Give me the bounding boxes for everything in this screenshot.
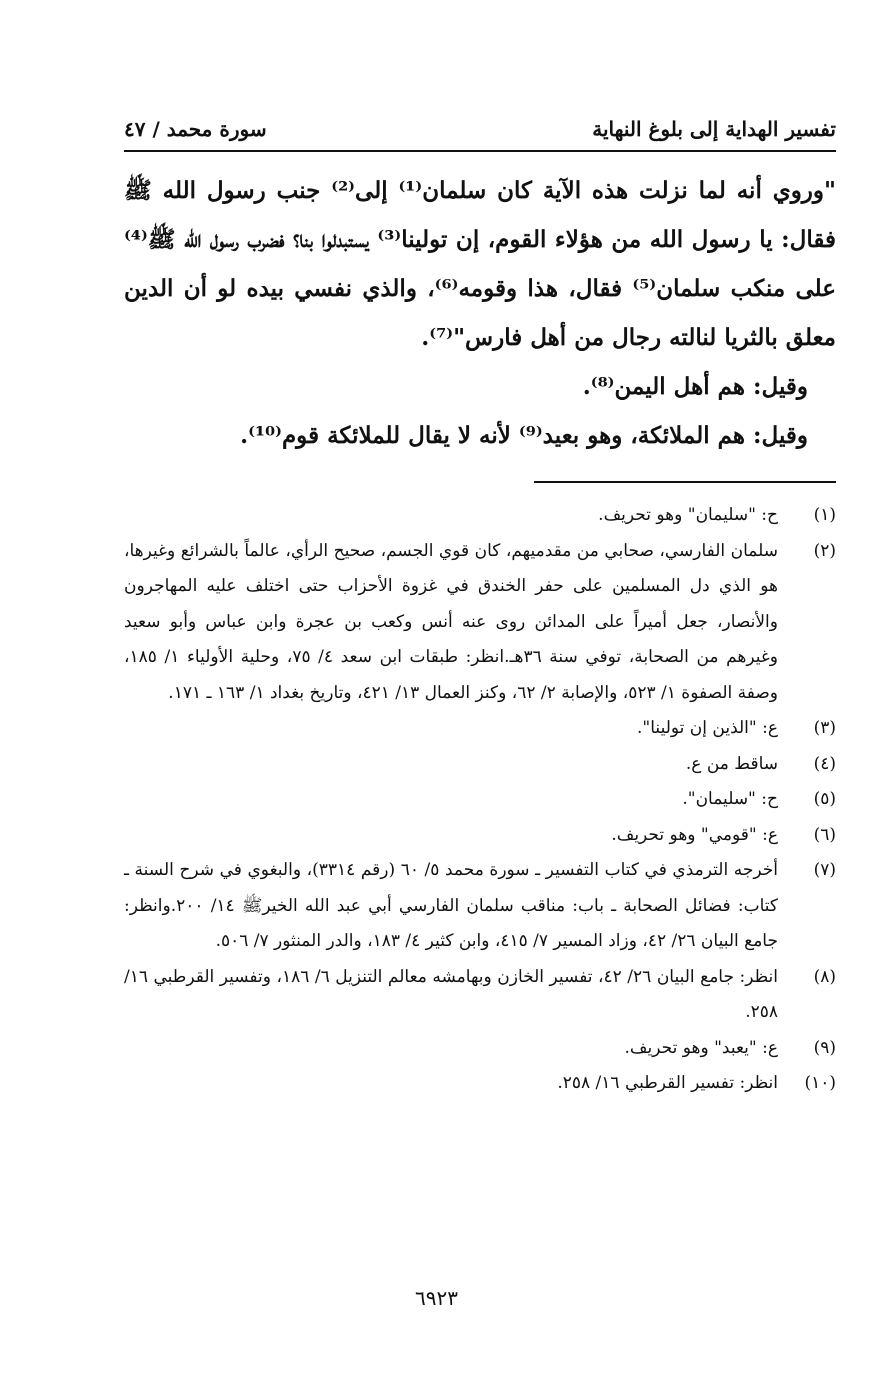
paragraph-angels: وقيل: هم الملائكة، وهو بعيد⁽⁹⁾ لأنه لا يقال للملائكة قوم⁽¹⁰⁾. <box>240 422 808 449</box>
header-rule <box>124 150 836 152</box>
footnote-number: (١٠) <box>804 1073 836 1093</box>
footnote-text: ح: "سليمان" وهو تحريف. <box>598 505 778 525</box>
footnote-number: (٢) <box>813 540 836 561</box>
footnote-number: (٥) <box>813 789 836 809</box>
footnote-number: (٩) <box>813 1037 836 1058</box>
footnote-text: انظر: تفسير القرطبي ١٦/ ٢٥٨. <box>557 1073 778 1093</box>
footnote-1 <box>124 498 836 534</box>
footnote-4 <box>124 747 836 783</box>
running-header <box>124 112 836 146</box>
paragraph-yemen: وقيل: هم أهل اليمن⁽⁸⁾. <box>582 373 808 400</box>
footnote-number: (٨) <box>813 966 836 987</box>
footnote-5 <box>124 782 836 818</box>
footnote-7 <box>124 853 836 960</box>
footnote-number: (٤) <box>813 753 836 774</box>
footnote-text: أخرجه الترمذي في كتاب التفسير ـ سورة محمد ٥/ ٦٠ (رقم ٣٣١٤)، والبغوي في شرح السنة ـ كتاب: فضائل الصحابة ـ باب: مناقب سلمان الفارسي أبي عبد الله الخيرﷺ ١٤/ ٢٠٠.وانظر: جامع البيان ٢٦/ ٤٢، وزاد المسير ٧/ ٤١٥، وابن كثير ٤/ ١٨٣، والدر المنثور ٧/ ٥٠٦. <box>124 860 778 951</box>
footnote-number: (١) <box>813 505 836 525</box>
page-number: ٦٩٢٣ <box>415 1286 458 1310</box>
footnote-text: ح: "سليمان". <box>682 789 778 809</box>
footnote-2 <box>124 534 836 712</box>
footnote-text: ع: "يعبد" وهو تحريف. <box>624 1037 778 1058</box>
header-book-title: تفسير الهداية إلى بلوغ النهاية <box>592 117 836 141</box>
footnote-text: سلمان الفارسي، صحابي من مقدميهم، كان قوي الجسم، صحيح الرأي، عالماً بالشرائع وغيرها، هو الذي دل المسلمين على حفر الخندق في غزوة الأحزاب حتى اختلف عليه المهاجرون والأنصار، جعل أميراً على المدائن روى عنه أنس وكعب بن عجرة وابن عباس وأبو سعيد وغيرهم من الصحابة، توفي سنة ٣٦هـ.انظر: طبقات ابن سعد ٤/ ٧٥، وحلية الأولياء ١/ ١٨٥، وصفة الصفوة ١/ ٥٢٣، والإصابة ٢/ ٦٢، وكنز العمال ١٣/ ٤٢١، وتاريخ بغداد ١/ ١٦٣ ـ ١٧١. <box>124 540 778 703</box>
paragraph-hadith: "وروي أنه لما نزلت هذه الآية كان سلمان⁽¹⁾ إلى⁽²⁾ جنب رسول الله ﷺ فقال: يا رسول الله من هؤلاء القوم، إن تولينا⁽³⁾ يستبدلوا بنا؟ فضرب رسول الله ﷺ⁽⁴⁾ على منكب سلمان⁽⁵⁾ فقال، هذا وقومه⁽⁶⁾، والذي نفسي بيده لو أن الدين معلق بالثريا لنالته رجال من أهل فارس"⁽⁷⁾. <box>124 177 837 351</box>
footnote-text: ع: "الذين إن تولينا". <box>637 718 778 738</box>
footnote-3 <box>124 711 836 747</box>
footnote-8 <box>124 960 836 1031</box>
footnotes <box>124 498 836 1102</box>
footnote-number: (٧) <box>813 860 836 880</box>
footnote-9 <box>124 1031 836 1067</box>
footnote-10 <box>124 1066 836 1102</box>
footnote-text: انظر: جامع البيان ٢٦/ ٤٢، تفسير الخازن وبهامشه معالم التنزيل ٦/ ١٨٦، وتفسير القرطبي ١٦/ ٢٥٨. <box>124 966 779 1022</box>
footnote-6 <box>124 818 836 854</box>
footnote-number: (٣) <box>813 718 836 738</box>
footnote-number: (٦) <box>813 824 836 845</box>
header-surah: سورة محمد / ٤٧ <box>124 117 267 141</box>
footnote-text: ع: "قومي" وهو تحريف. <box>611 824 778 845</box>
main-text <box>124 166 836 460</box>
footnote-separator <box>534 481 836 483</box>
footnote-text: ساقط من ع. <box>685 753 778 774</box>
